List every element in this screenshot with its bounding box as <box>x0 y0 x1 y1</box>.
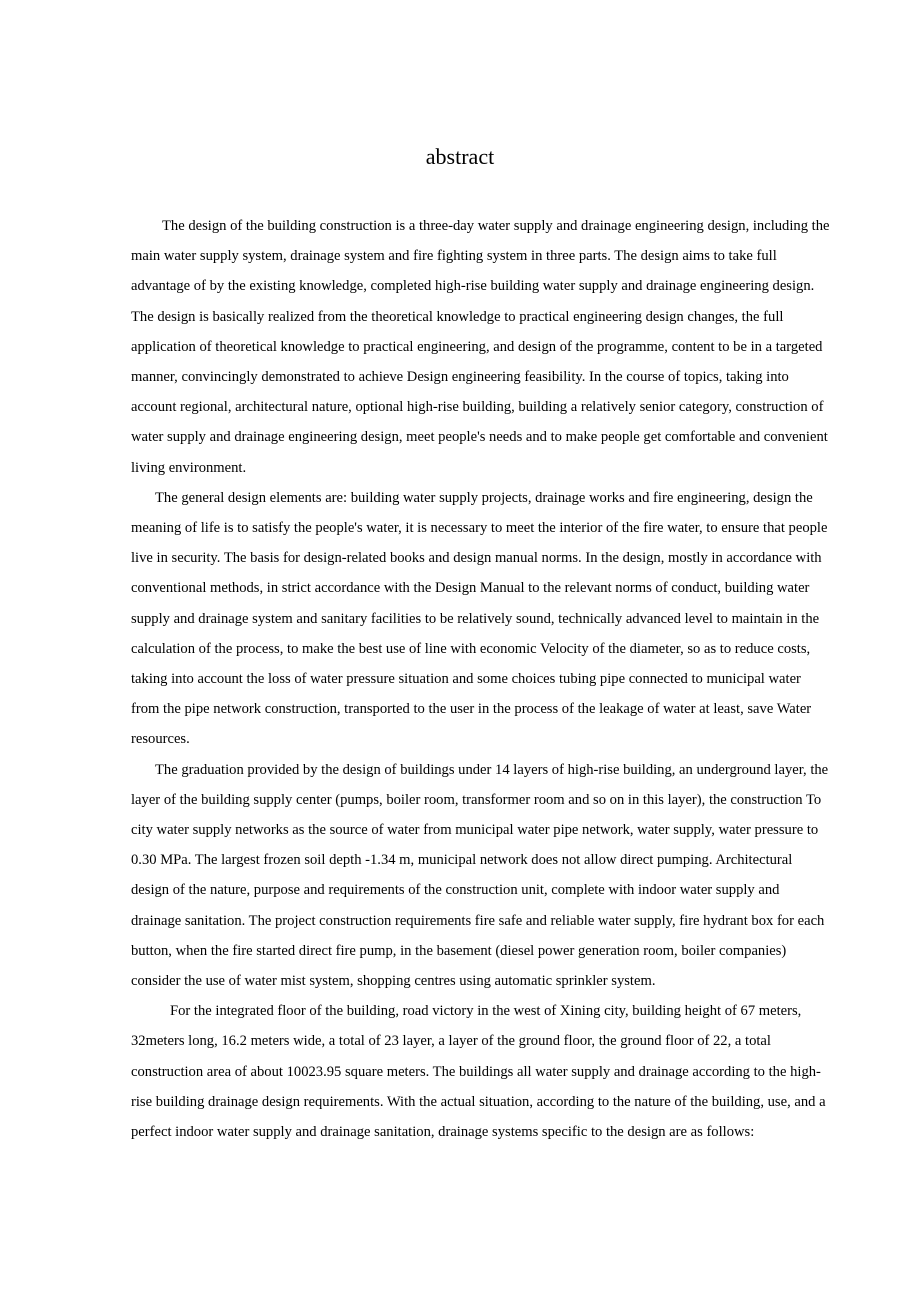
page-title: abstract <box>425 144 495 169</box>
abstract-body <box>131 211 831 1147</box>
paragraph-4: For the integrated floor of the building, road victory in the west of Xining city, building height of 67 meters, 32meters long, 16.2 meters wide, a total of 23 layer, a layer of the ground floor, the ground floor of 22, a total construction area of about 10023.95 square meters. The buildings all water supply and drainage according to the high-rise building drainage design requirements. With the actual situation, according to the nature of the building, use, and a perfect indoor water supply and drainage sanitation, drainage systems specific to the design are as follows: <box>131 1003 826 1141</box>
paragraph-1: The design of the building construction is a three-day water supply and drainage engineering design, including the main water supply system, drainage system and fire fighting system in three parts. The design aims to take full advantage of by the existing knowledge, completed high-rise building water supply and drainage engineering design. The design is basically realized from the theoretical knowledge to practical engineering design changes, the full application of theoretical knowledge to practical engineering, and design of the programme, content to be in a targeted manner, convincingly demonstrated to achieve Design engineering feasibility. In the course of topics, taking into account regional, architectural nature, optional high-rise building, building a relatively senior category, construction of water supply and drainage engineering design, meet people's needs and to make people get comfortable and convenient living environment. <box>131 218 830 476</box>
paragraph-2: The general design elements are: building water supply projects, drainage works and fire engineering, design the meaning of life is to satisfy the people's water, it is necessary to meet the interior of the fire water, to ensure that people live in security. The basis for design-related books and design manual norms. In the design, mostly in accordance with conventional methods, in strict accordance with the Design Manual to the relevant norms of conduct, building water supply and drainage system and sanitary facilities to be relatively sound, technically advanced level to maintain in the calculation of the process, to make the best use of line with economic Velocity of the diameter, so as to reduce costs, taking into account the loss of water pressure situation and some choices tubing pipe connected to municipal water from the pipe network construction, transported to the user in the process of the leakage of water at least, save Water resources. <box>131 489 828 748</box>
paragraph-3: The graduation provided by the design of buildings under 14 layers of high-rise building, an underground layer, the layer of the building supply center (pumps, boiler room, transformer room and so on in this layer), the construction To city water supply networks as the source of water from municipal water pipe network, water supply, water pressure to 0.30 MPa. The largest frozen soil depth -1.34 m, municipal network does not allow direct pumping. Architectural design of the nature, purpose and requirements of the construction unit, complete with indoor water supply and drainage sanitation. The project construction requirements fire safe and reliable water supply, fire hydrant box for each button, when the fire started direct fire pump, in the basement (diesel power generation room, boiler companies) consider the use of water mist system, shopping centres using automatic sprinkler system. <box>131 761 829 990</box>
